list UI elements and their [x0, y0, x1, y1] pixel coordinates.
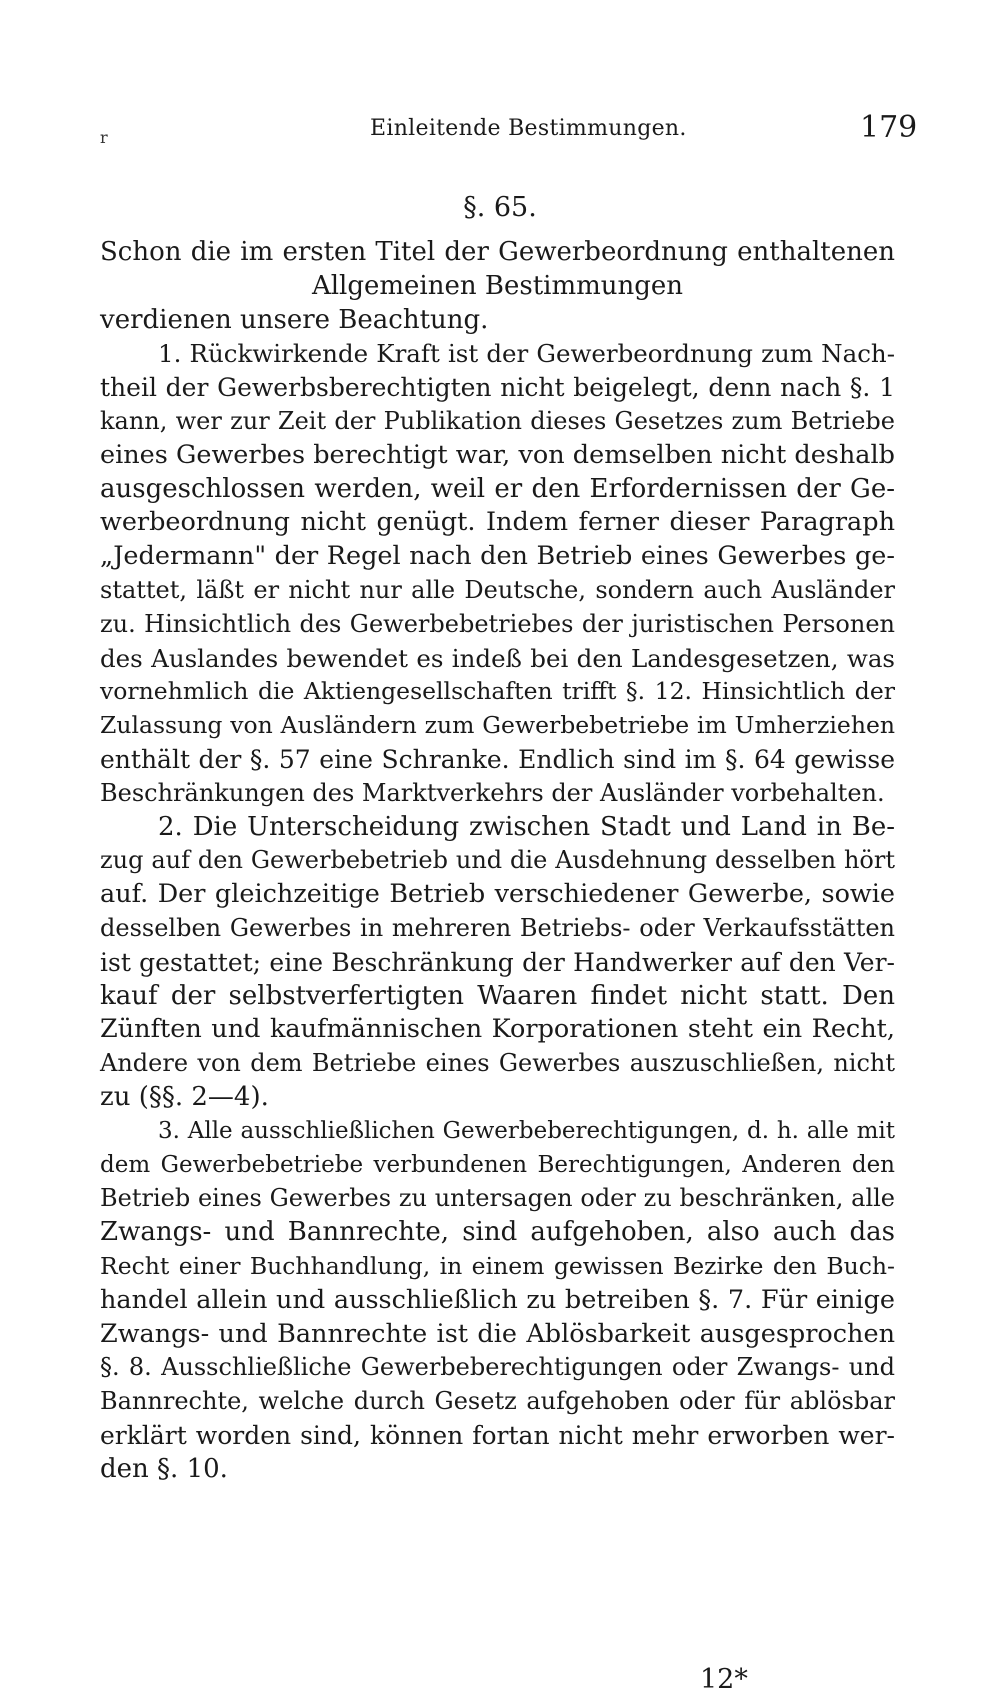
text-line: Zwangs- und Bannrechte, sind aufgehoben, also auch das: [100, 1217, 895, 1248]
page-number: 179: [860, 110, 918, 145]
text-line: zu (§§. 2—4).: [100, 1081, 269, 1112]
text-line: zu. Hinsichtlich des Gewerbebetriebes der juristischen Personen: [100, 609, 895, 638]
text-line: Allgemeinen Bestimmungen: [311, 270, 684, 301]
body-text: [100, 236, 895, 1486]
text-line: dem Gewerbebetriebe verbundenen Berechtigungen, Anderen den: [100, 1151, 895, 1178]
text-line: theil der Gewerbsberechtigten nicht beigelegt, denn nach §. 1: [100, 373, 895, 403]
text-line: ausgeschlossen werden, weil er den Erfordernissen der Ge-: [100, 473, 895, 504]
text-line: stattet, läßt er nicht nur alle Deutsche, sondern auch Ausländer: [100, 575, 895, 604]
text-line: des Auslandes bewendet es indeß bei den Landesgesetzen, was: [100, 643, 895, 673]
text-line: 3. Alle ausschließlichen Gewerbeberechtigungen, d. h. alle mit: [158, 1117, 895, 1144]
text-line: kauf der selbstverfertigten Waaren findet nicht statt. Den: [100, 980, 895, 1011]
text-line: vornehmlich die Aktiengesellschaften trifft §. 12. Hinsichtlich der: [100, 677, 895, 706]
text-line: ist gestattet; eine Beschränkung der Handwerker auf den Ver-: [100, 947, 895, 977]
text-line: eines Gewerbes berechtigt war, von demselben nicht deshalb: [100, 439, 895, 470]
text-line: „Jedermann" der Regel nach den Betrieb eines Gewerbes ge-: [100, 541, 895, 572]
text-line: Zwangs- und Bannrechte ist die Ablösbarkeit ausgesprochen: [100, 1318, 895, 1349]
section-heading: §. 65.: [463, 192, 537, 223]
text-line: Andere von dem Betriebe eines Gewerbes auszuschließen, nicht: [100, 1049, 895, 1078]
text-line: verdienen unsere Beachtung.: [100, 304, 489, 335]
text-line: werbeordnung nicht genügt. Indem ferner dieser Paragraph: [100, 507, 895, 538]
text-line: §. 8. Ausschließliche Gewerbeberechtigungen oder Zwangs- und: [100, 1353, 895, 1382]
text-line: Zünften und kaufmännischen Korporationen steht ein Recht,: [100, 1014, 895, 1045]
text-line: Schon die im ersten Titel der Gewerbeordnung enthaltenen: [100, 237, 895, 267]
text-line: 2. Die Unterscheidung zwischen Stadt und Land in Be-: [158, 811, 895, 842]
text-line: erklärt worden sind, können fortan nicht mehr erworben wer-: [100, 1420, 895, 1450]
text-line: desselben Gewerbes in mehreren Betriebs- oder Verkaufsstätten: [100, 913, 895, 942]
text-line: 1. Rückwirkende Kraft ist der Gewerbeordnung zum Nach-: [158, 339, 895, 369]
text-line: Zulassung von Ausländern zum Gewerbebetriebe im Umherziehen: [100, 711, 895, 740]
text-line: Recht einer Buchhandlung, in einem gewissen Bezirke den Buch-: [100, 1251, 895, 1280]
margin-mark: r: [100, 128, 108, 147]
text-line: enthält der §. 57 eine Schranke. Endlich sind im §. 64 gewisse: [100, 744, 895, 774]
text-line: auf. Der gleichzeitige Betrieb verschiedener Gewerbe, sowie: [100, 879, 895, 910]
signature-mark: 12*: [700, 1664, 748, 1695]
text-line: Bannrechte, welche durch Gesetz aufgehoben oder für ablösbar: [100, 1387, 895, 1416]
text-line: Betrieb eines Gewerbes zu untersagen oder zu beschränken, alle: [100, 1184, 895, 1213]
running-head-title: Einleitende Bestimmungen.: [370, 116, 687, 141]
text-line: den §. 10.: [100, 1453, 228, 1484]
text-line: zug auf den Gewerbebetrieb und die Ausdehnung desselben hört: [100, 846, 895, 875]
running-head: [0, 110, 1000, 150]
text-line: handel allein und ausschließlich zu betreiben §. 7. Für einige: [100, 1284, 895, 1315]
text-line: Beschränkungen des Marktverkehrs der Ausländer vorbehalten.: [100, 778, 885, 807]
text-line: kann, wer zur Zeit der Publikation dieses Gesetzes zum Betriebe: [100, 406, 895, 435]
